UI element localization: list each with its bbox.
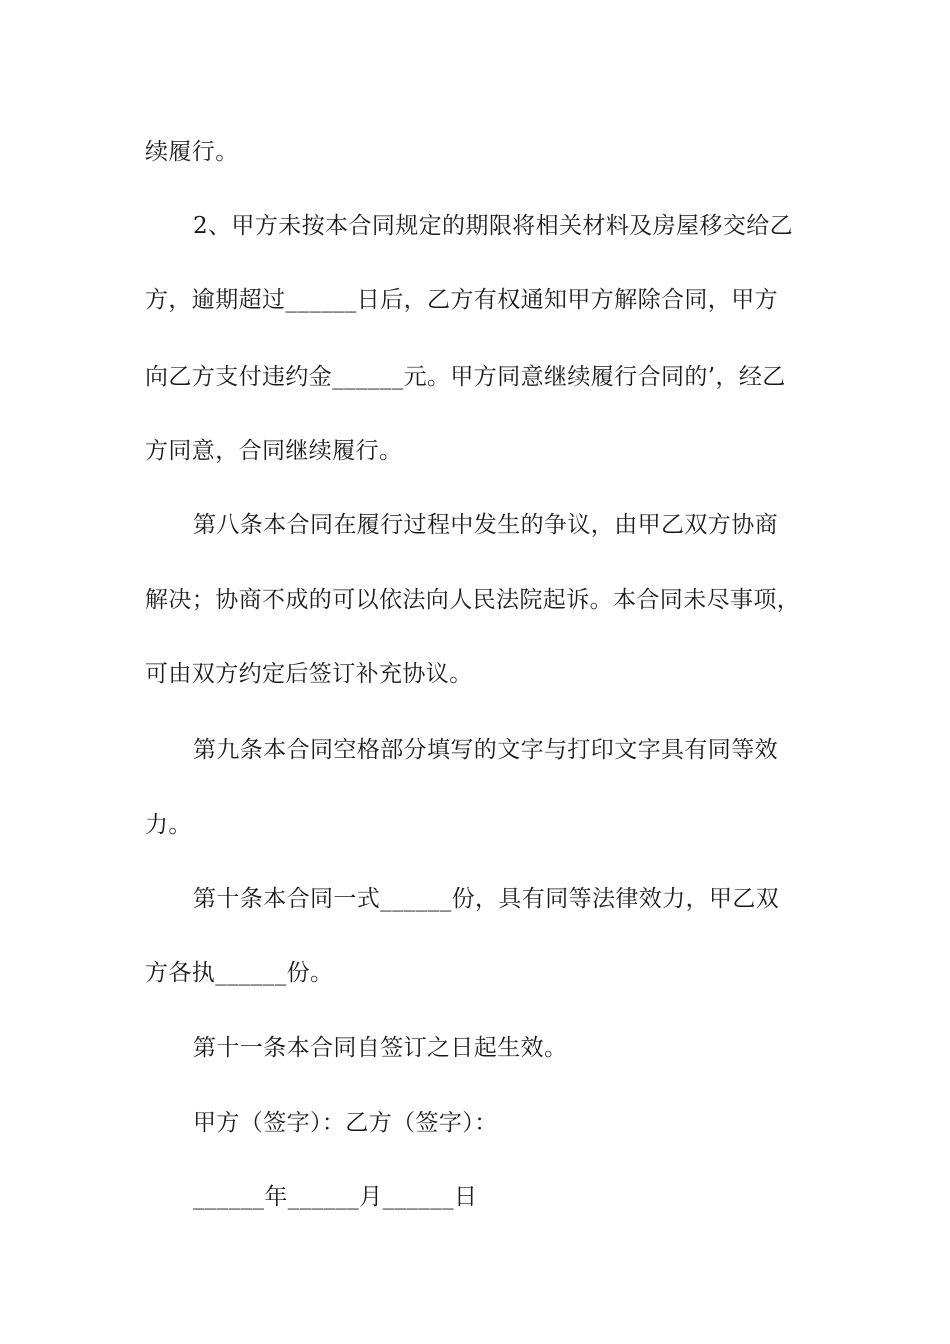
text-line-15: ______年______月______日	[193, 1184, 478, 1210]
text-line-12: 方各执______份。	[145, 960, 334, 986]
text-line-14: 甲方（签字）：乙方（签字）：	[193, 1110, 498, 1136]
text-line-11: 第十条本合同一式______份，具有同等法律效力，甲乙双	[193, 886, 780, 912]
text-line-2: 2、甲方未按本合同规定的期限将相关材料及房屋移交给乙	[193, 213, 794, 239]
text-line-3: 方，逾期超过______日后，乙方有权通知甲方解除合同，甲方	[145, 287, 778, 313]
text-line-1: 续履行。	[145, 139, 239, 165]
text-line-10: 力。	[145, 812, 192, 838]
text-line-7: 解决；协商不成的可以依法向人民法院起诉。本合同未尽事项，	[145, 587, 801, 613]
text-line-13: 第十一条本合同自签订之日起生效。	[193, 1035, 568, 1061]
text-line-5: 方同意，合同继续履行。	[145, 438, 403, 464]
text-line-4: 向乙方支付违约金______元。甲方同意继续履行合同的’，经乙	[145, 364, 786, 390]
text-line-6: 第八条本合同在履行过程中发生的争议，由甲乙双方协商	[193, 512, 778, 538]
text-line-8: 可由双方约定后签订补充协议。	[145, 661, 473, 687]
text-line-9: 第九条本合同空格部分填写的文字与打印文字具有同等效	[193, 737, 778, 763]
